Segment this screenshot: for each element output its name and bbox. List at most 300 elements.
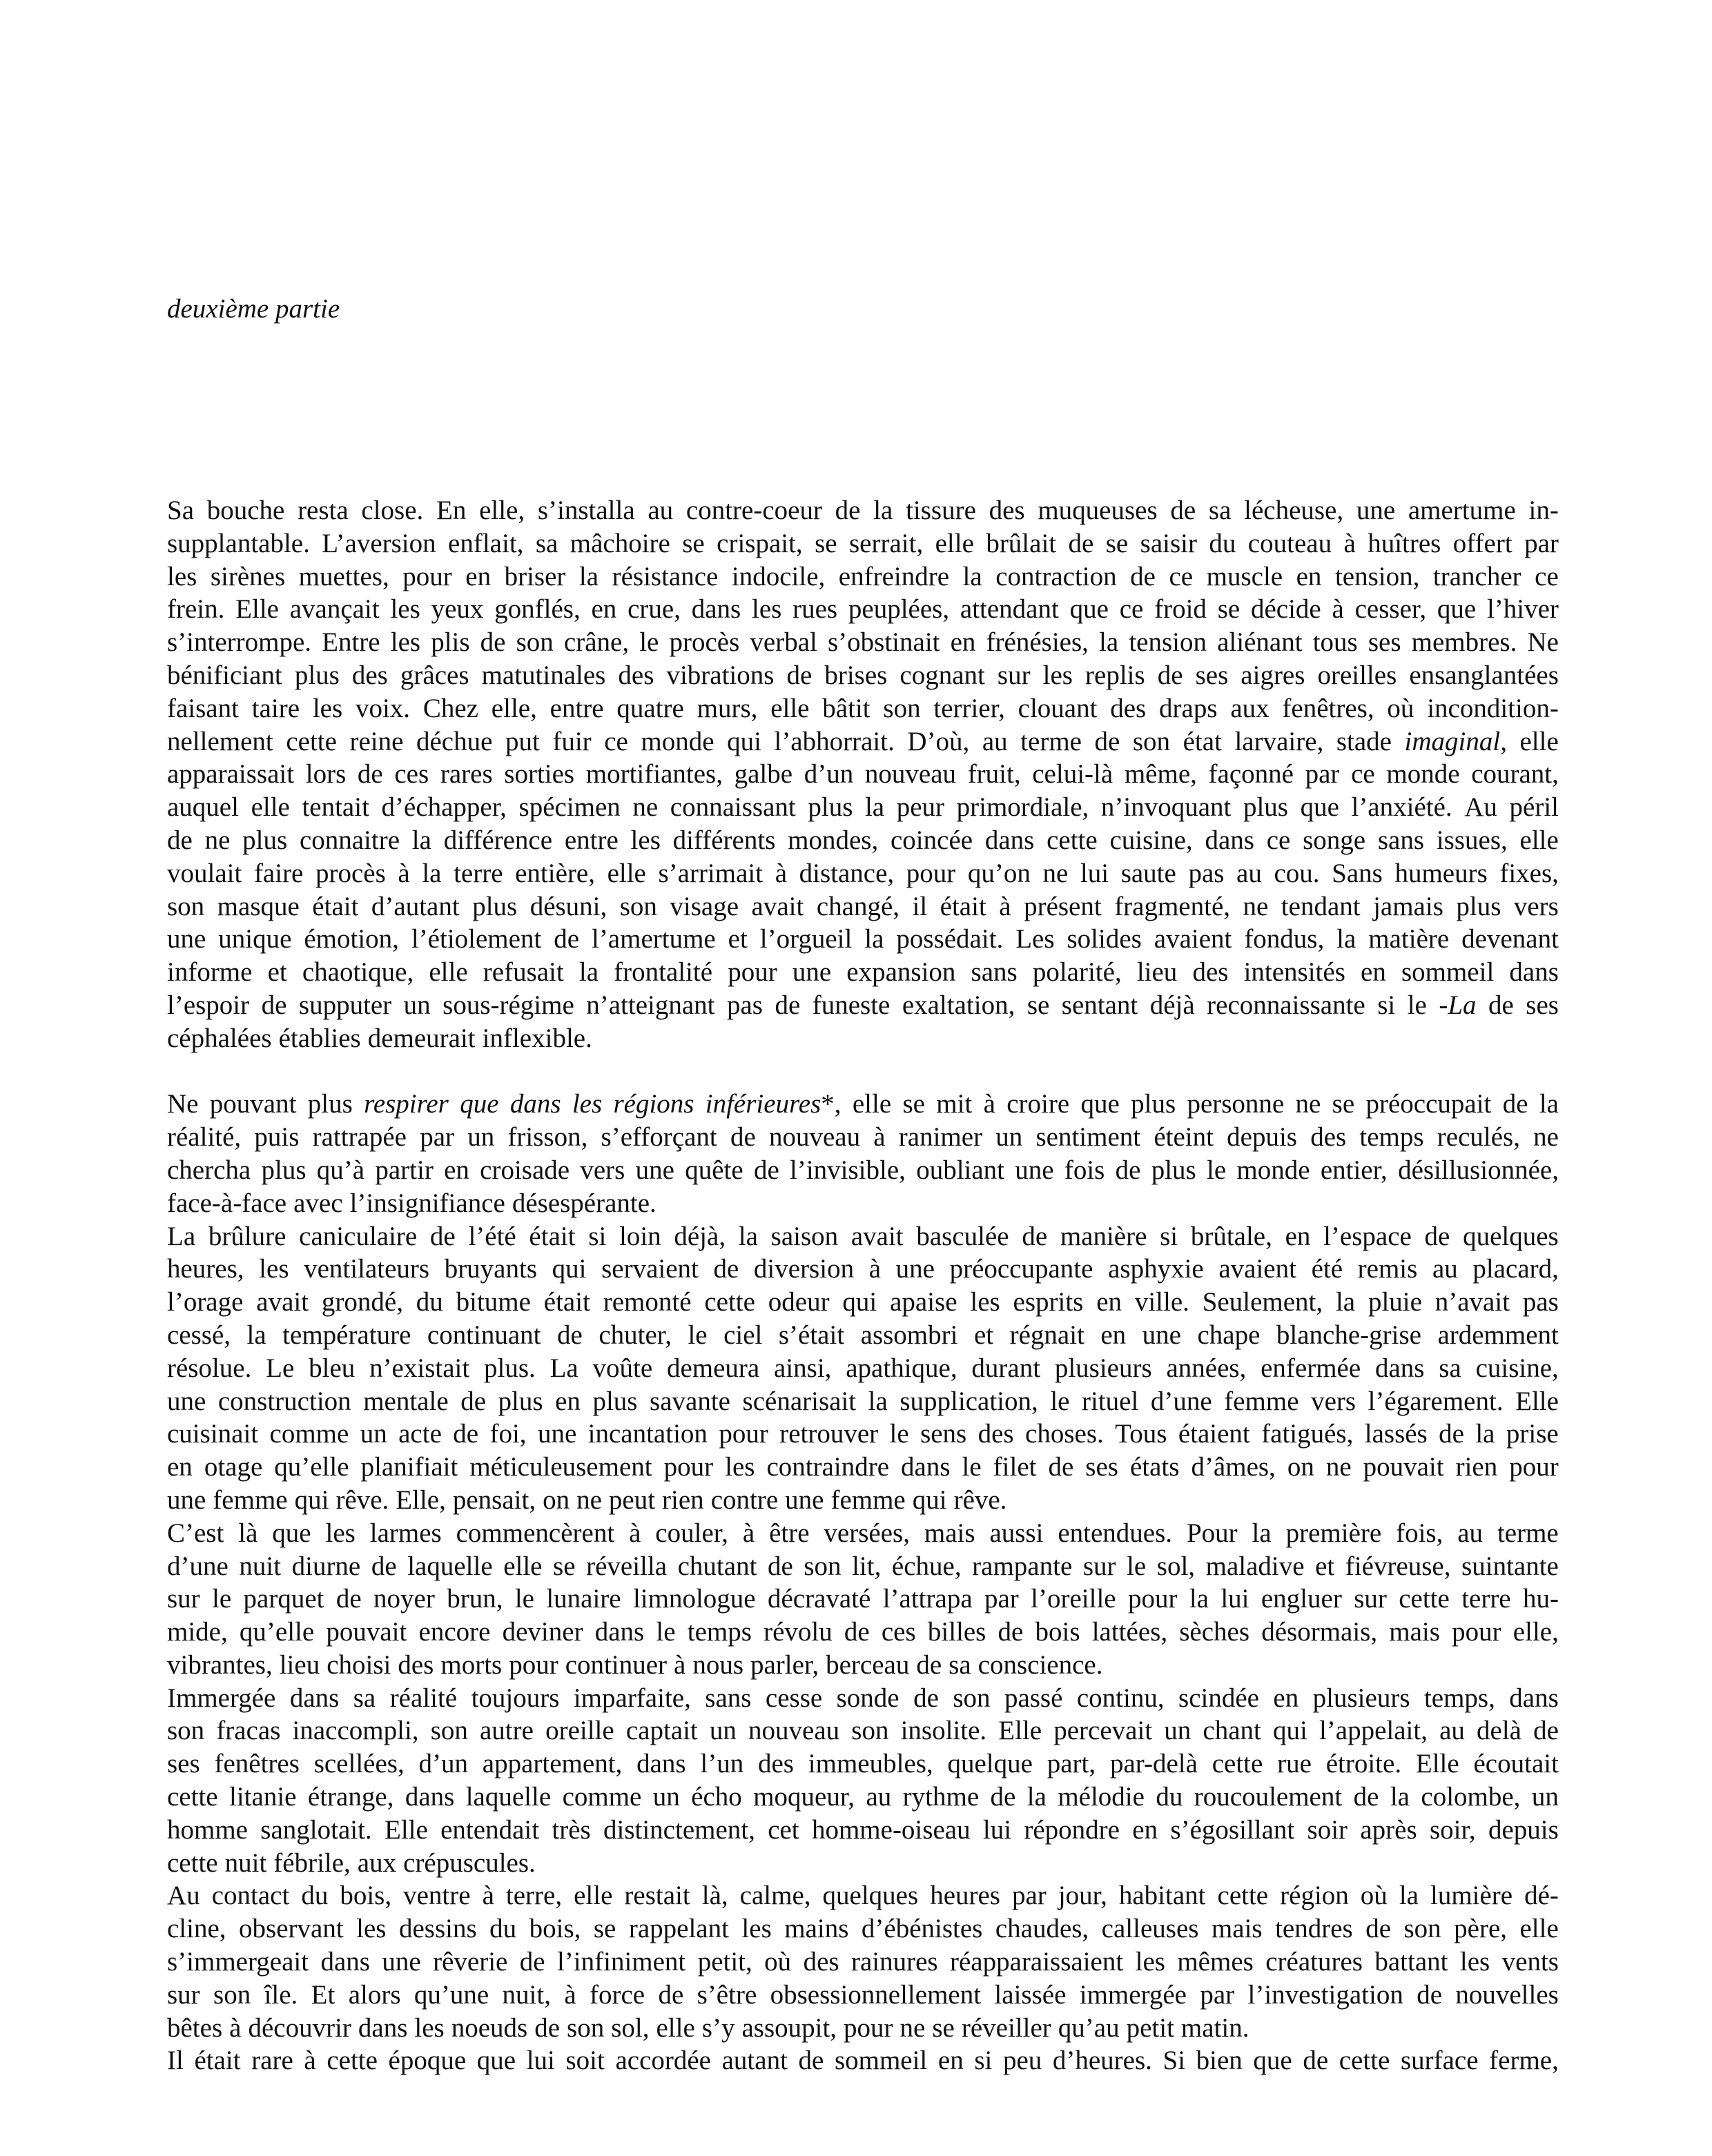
text: les [741,1914,772,1944]
word [1286,1517,1382,1550]
text: contre [710,1484,779,1515]
word [764,1946,791,1979]
text: péril [1509,792,1559,823]
text: prise [1506,1419,1559,1449]
text: les [356,1914,387,1944]
word [844,1616,870,1649]
word [933,692,1004,725]
text: colombe, [1421,1782,1521,1812]
text: les [1459,1947,1490,1977]
word [1535,560,1559,594]
word [213,1484,287,1517]
text: brun, [447,1584,503,1614]
word [632,791,658,824]
text: Sans [1332,858,1383,888]
word [1191,1451,1275,1484]
word [848,593,949,626]
text: retrouver [779,1419,879,1449]
word [320,1946,370,1979]
word [1125,758,1197,791]
text: crâne, [563,627,630,658]
word [655,1517,728,1550]
word [1377,989,1395,1022]
text: un [403,990,431,1020]
word [1154,1121,1214,1154]
text: que [272,1518,311,1548]
word [774,1352,831,1385]
word [167,1979,200,2012]
word [784,1912,848,1946]
text: lécheuse, [1244,496,1344,525]
text: quatre [616,693,684,723]
word [717,527,803,560]
word [861,1319,958,1352]
text-line [167,1814,1559,1847]
word [167,2044,184,2077]
text: en [1132,1814,1158,1845]
text: dans [636,1749,686,1779]
text: la [962,561,982,591]
text: brûlure [208,1221,286,1251]
text: entière, [515,858,595,888]
word [456,1517,615,1550]
text: rien [662,1484,704,1515]
text: façonné [1208,759,1294,790]
word [436,494,466,527]
word [1509,1451,1559,1484]
text: fragmenté, [1114,891,1231,921]
text: chutant [677,1551,757,1581]
word [412,824,431,857]
word [991,1781,1016,1814]
text: connaitre [299,825,400,855]
text: l’attrapa [882,1584,973,1614]
text: mains [784,1914,849,1944]
word [1095,725,1120,758]
text: par [1012,1881,1047,1911]
text: un [360,1419,387,1449]
text: la [1335,1287,1356,1317]
word [1085,1451,1118,1484]
text: tissure [906,496,976,525]
text: on [543,1484,570,1515]
text-line [167,1484,1559,1517]
text: avançait [289,594,380,625]
word [626,1714,698,1747]
word [1389,1616,1440,1649]
word [691,1781,742,1814]
word [448,527,523,560]
word [743,1517,755,1550]
word [754,1154,779,1187]
word [900,2012,926,2045]
word [1083,1550,1116,1583]
text: moqueur, [753,1782,855,1812]
text: de [798,2046,824,2076]
text: son [167,1716,205,1746]
word [664,1451,714,1484]
word [1526,989,1559,1022]
paragraph [167,1517,1559,1682]
word [835,494,861,527]
text: exaltation, [902,990,1015,1020]
word [1532,1781,1559,1814]
text: passé [1004,1683,1063,1713]
word [1387,692,1414,725]
text: pour [509,1649,558,1680]
word [484,1352,536,1385]
word [167,1418,258,1451]
text: des [1110,693,1147,723]
text: sentiment [1035,1122,1141,1153]
text: vers [1513,891,1559,921]
word [358,1847,396,1880]
word [846,956,955,989]
word [968,758,1021,791]
word [674,1649,685,1682]
text: trancher [1432,561,1521,591]
text: un [467,1122,495,1153]
text: avaient [1218,1254,1296,1284]
word [167,1088,198,1121]
text: où [1387,693,1414,723]
italic-text: dans [509,1089,561,1119]
text: lattées, [1091,1617,1168,1647]
word [1133,725,1170,758]
word [804,758,854,791]
text: dans [405,1782,455,1812]
word [444,824,552,857]
text: une [382,1947,421,1977]
word [586,1550,667,1583]
word [1539,1088,1559,1121]
word [1169,560,1193,594]
word [536,527,558,560]
word [167,593,224,626]
word [1477,1714,1521,1747]
word [1027,1781,1047,1814]
text: tension, [1334,561,1420,591]
text: méticuleusement [469,1452,652,1482]
text: Ne [1527,627,1559,658]
text: terre, [505,1881,563,1911]
word [270,1418,349,1451]
text: manière [1060,1221,1147,1251]
text: humeurs [1394,858,1488,888]
text: in- [1528,496,1559,525]
word [295,1484,329,1517]
text: dans [901,1452,951,1482]
text: de [1424,1221,1450,1251]
text-line [167,1451,1559,1484]
word [1194,1781,1342,1814]
text: close. [361,496,424,525]
word [358,2012,408,2045]
text: chercha [167,1155,251,1185]
text: sans [705,1683,752,1713]
word [167,659,282,692]
word [636,1747,686,1781]
text: terre [1461,1584,1511,1614]
text-line [167,1385,1559,1418]
text: cline, [167,1914,226,1944]
text: nuit [239,1551,282,1581]
word [167,1154,251,1187]
word [211,560,285,594]
text-line [167,725,1559,758]
text: remonté [603,1287,692,1317]
text: de [1533,1716,1559,1746]
word [327,1649,391,1682]
word [1116,1154,1141,1187]
word [1096,1286,1122,1319]
word [564,1979,576,2012]
text-line [167,1022,1559,1055]
word [705,1682,751,1715]
text: à [999,891,1011,921]
word [430,1220,456,1253]
text: enflait, [448,528,524,558]
word [479,494,525,527]
text: primordiale, [956,792,1089,823]
text: depuis [1227,1122,1297,1153]
word [758,1747,794,1781]
text: ne [1295,1089,1321,1119]
text: en [950,627,976,658]
word [1206,1550,1305,1583]
text: rares [440,759,493,790]
word [868,1385,888,1418]
text: son [953,1683,991,1713]
text: les [970,1287,1000,1317]
word [167,1253,244,1286]
word [313,1121,407,1154]
text: état [1183,726,1222,756]
word [290,1682,340,1715]
text: était [543,1287,590,1317]
word [1343,527,1355,560]
word [440,1649,502,1682]
text: petit, [697,1947,752,1977]
word [1170,1814,1294,1847]
italic-text: régions [613,1089,694,1119]
word [842,1286,877,1319]
word [1280,1879,1349,1912]
text-line [167,626,1559,659]
word [1058,1517,1172,1550]
text: informe [167,957,253,988]
word [972,1550,1072,1583]
word [837,1682,899,1715]
text: il [912,891,928,921]
text: les [312,693,343,723]
text: de [730,1122,756,1153]
text: apparaissait [167,759,295,790]
text-line [167,1747,1559,1781]
word [727,725,761,758]
text: d’échapper, [381,792,507,823]
word [650,1385,730,1418]
word [1437,1319,1558,1352]
text: odeur [768,1287,830,1317]
word [768,1582,870,1616]
word [1109,824,1192,857]
word [985,824,1035,857]
word [913,890,928,923]
word [641,725,714,758]
word [1031,1582,1116,1616]
word [1487,593,1559,626]
text: berceau [826,1649,910,1680]
text: en [1285,1221,1311,1251]
word [1424,1682,1495,1715]
word [167,1517,224,1550]
word [658,1979,683,2012]
text-line [167,527,1559,560]
word [235,593,279,626]
word [906,494,976,527]
word [550,1352,578,1385]
text: pouvant [209,1089,297,1119]
text: rappelant [628,1914,729,1944]
text: Sa [167,496,194,525]
word [512,1187,656,1220]
text: une [785,1484,824,1515]
text: frisson, [507,1122,588,1153]
word [363,1385,448,1418]
word [167,1616,228,1649]
text: temps [687,1617,752,1647]
text: par [1524,528,1559,558]
text-line [167,659,1559,692]
text: fracas [216,1716,281,1746]
text: ne [204,825,231,855]
word [938,2044,964,2077]
text: se [593,1914,616,1944]
text: comme [562,1782,642,1812]
word [1354,1582,1387,1616]
text: rue [1277,1749,1312,1779]
word [994,1979,1066,2012]
word [673,824,776,857]
text-line [167,1286,1559,1319]
word [213,1979,251,2012]
word [1489,2044,1559,2077]
text: heures, [167,1254,244,1284]
word [445,1253,537,1286]
word [902,989,1015,1022]
word [369,1352,469,1385]
text: monde [641,726,714,756]
word [1189,1582,1209,1616]
text: depuis [1488,1814,1559,1845]
text: mais [1211,1914,1263,1944]
text: l’invisible, [790,1155,906,1185]
text-line [167,890,1559,923]
text-line [167,824,1559,857]
word [1461,1550,1559,1583]
text: ce [604,726,628,756]
text: brûtale, [1190,1221,1272,1251]
word [404,989,431,1022]
text: cuisine, [1475,1353,1559,1383]
word [1336,725,1392,758]
word [414,1979,489,2012]
text: accordée [615,2046,711,2076]
word [207,494,285,527]
word [1408,989,1427,1022]
word [1217,626,1302,659]
text: à [873,1122,886,1153]
word [883,692,920,725]
word [615,2044,711,2077]
text: petit [1126,2012,1174,2043]
word [300,824,400,857]
word [1432,1253,1458,1286]
text: cet [768,1814,799,1845]
text-line [167,791,1559,824]
text: scindée [1178,1683,1259,1713]
word [1178,1418,1250,1451]
word [1509,1682,1559,1715]
word [1218,593,1241,626]
word [1207,989,1365,1022]
text: elle [1519,1914,1559,1944]
word [1514,890,1559,923]
text: de [916,1649,942,1680]
word [601,1253,699,1286]
word [771,1220,839,1253]
text: du [1156,1782,1183,1812]
word [913,1682,939,1715]
text: lunaire [546,1584,621,1614]
text: de [1439,1419,1464,1449]
word [1243,890,1269,923]
text: monde [1236,1155,1310,1185]
text: clouant [1018,693,1098,723]
text: très [552,1814,591,1845]
word [812,1814,971,1847]
text: n’invoquant [1100,792,1232,823]
text: qui [842,1287,877,1317]
word [656,2012,694,2045]
text: elle, [479,496,525,525]
word [544,1286,590,1319]
text: plus [1131,1089,1176,1119]
text: résolue. [167,1353,252,1383]
text: pour [719,1419,768,1449]
word [1336,923,1356,956]
text: roucoulement [1194,1782,1343,1812]
text: la [1399,1881,1419,1911]
text: muscle [1206,561,1283,591]
word [1024,890,1102,923]
text: toujours [471,1683,560,1713]
text: aigres [1241,660,1305,690]
word [785,1484,824,1517]
word [770,692,809,725]
text: rien [1455,1452,1498,1482]
text: briser [504,561,566,591]
text: les [725,1452,755,1482]
word [167,1714,204,1747]
italic-text: que [460,1089,499,1119]
text: à [674,1649,686,1680]
text: Elle [998,1716,1042,1746]
word [1454,1912,1507,1946]
word [1368,527,1441,560]
text: vibrantes, [167,1649,273,1680]
